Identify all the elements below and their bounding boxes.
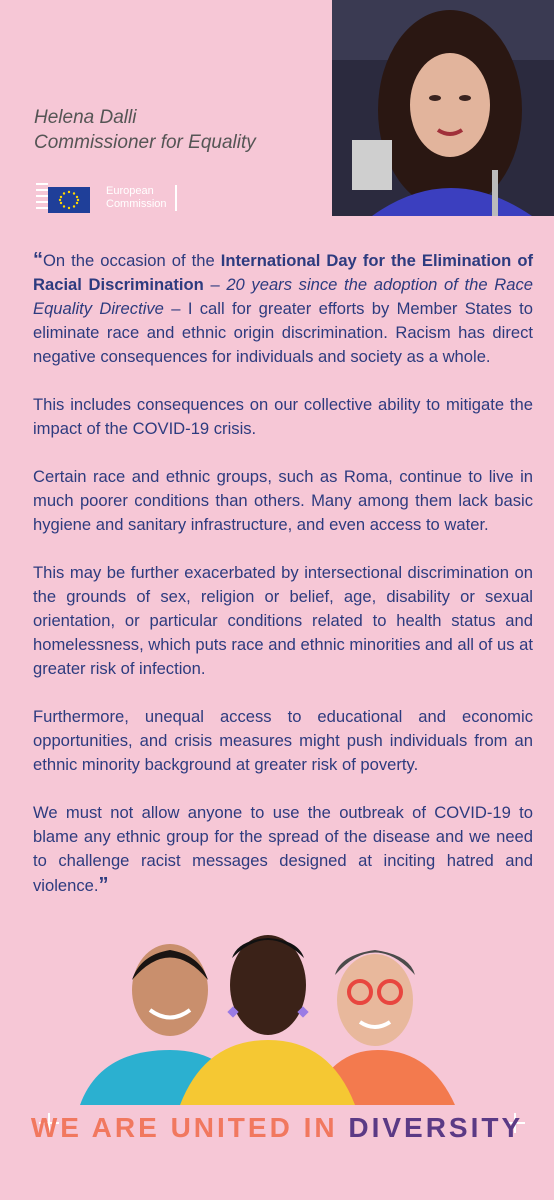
p1-italic: 20 years since the adoption of the Race Equality Directive [33, 275, 533, 318]
paragraph-5: Furthermore, unequal access to educational and economic opportunities, and crisis measures might push individuals from an ethnic minority background at greater risk of poverty. [33, 707, 533, 774]
paragraph-2: This includes consequences on our collective ability to mitigate the impact of the COVID-19 crisis. [33, 395, 533, 438]
ec-logo-line1: European [106, 185, 154, 197]
speaker-portrait [332, 0, 554, 216]
p1-part1: On the occasion of the [43, 251, 221, 270]
p1-bold: International Day for the Elimination of Racial Discrimination [33, 251, 533, 294]
p1-part2: – [203, 275, 227, 294]
slogan [0, 1112, 554, 1144]
close-quote: ” [98, 874, 109, 896]
paragraph-4: This may be further exacerbated by intersectional discrimination on the grounds of sex, religion or belief, age, disability or sexual orientation, or particular conditions related to health status and homelessness, which puts race and ethnic minorities and all of us at greater risk of infection. [33, 563, 533, 678]
slogan-part1: WE ARE UNITED IN [30, 1112, 349, 1143]
open-quote: “ [33, 249, 43, 271]
ec-logo-icon [34, 181, 94, 215]
p1-part3: – I call for greater efforts by Member States to eliminate race and ethnic origin discrimination. Racism has direct negative consequences for individuals and society as a whole. [33, 299, 533, 366]
paragraph-3: Certain race and ethnic groups, such as Roma, continue to live in much poorer conditions than others. Many among them lack basic hygiene and sanitary infrastructure, and even access to water. [33, 467, 533, 534]
speaker-role: Commissioner for Equality [34, 132, 256, 153]
header-name-block [34, 105, 256, 155]
speaker-name: Helena Dalli [34, 107, 137, 128]
paragraph-6 [33, 801, 533, 898]
paragraph-1 [33, 248, 533, 369]
ec-logo-text [106, 185, 167, 211]
ec-logo-divider [175, 185, 177, 211]
european-commission-logo [34, 180, 214, 216]
slogan-part2: DIVERSITY [348, 1112, 524, 1143]
ec-logo-line2: Commission [106, 198, 167, 210]
p6-text: We must not allow anyone to use the outbreak of COVID-19 to blame any ethnic group for the spread of the disease and we need to challenge racist messages designed at inciting hatred and violence. [33, 803, 533, 895]
statement-text [33, 248, 533, 922]
